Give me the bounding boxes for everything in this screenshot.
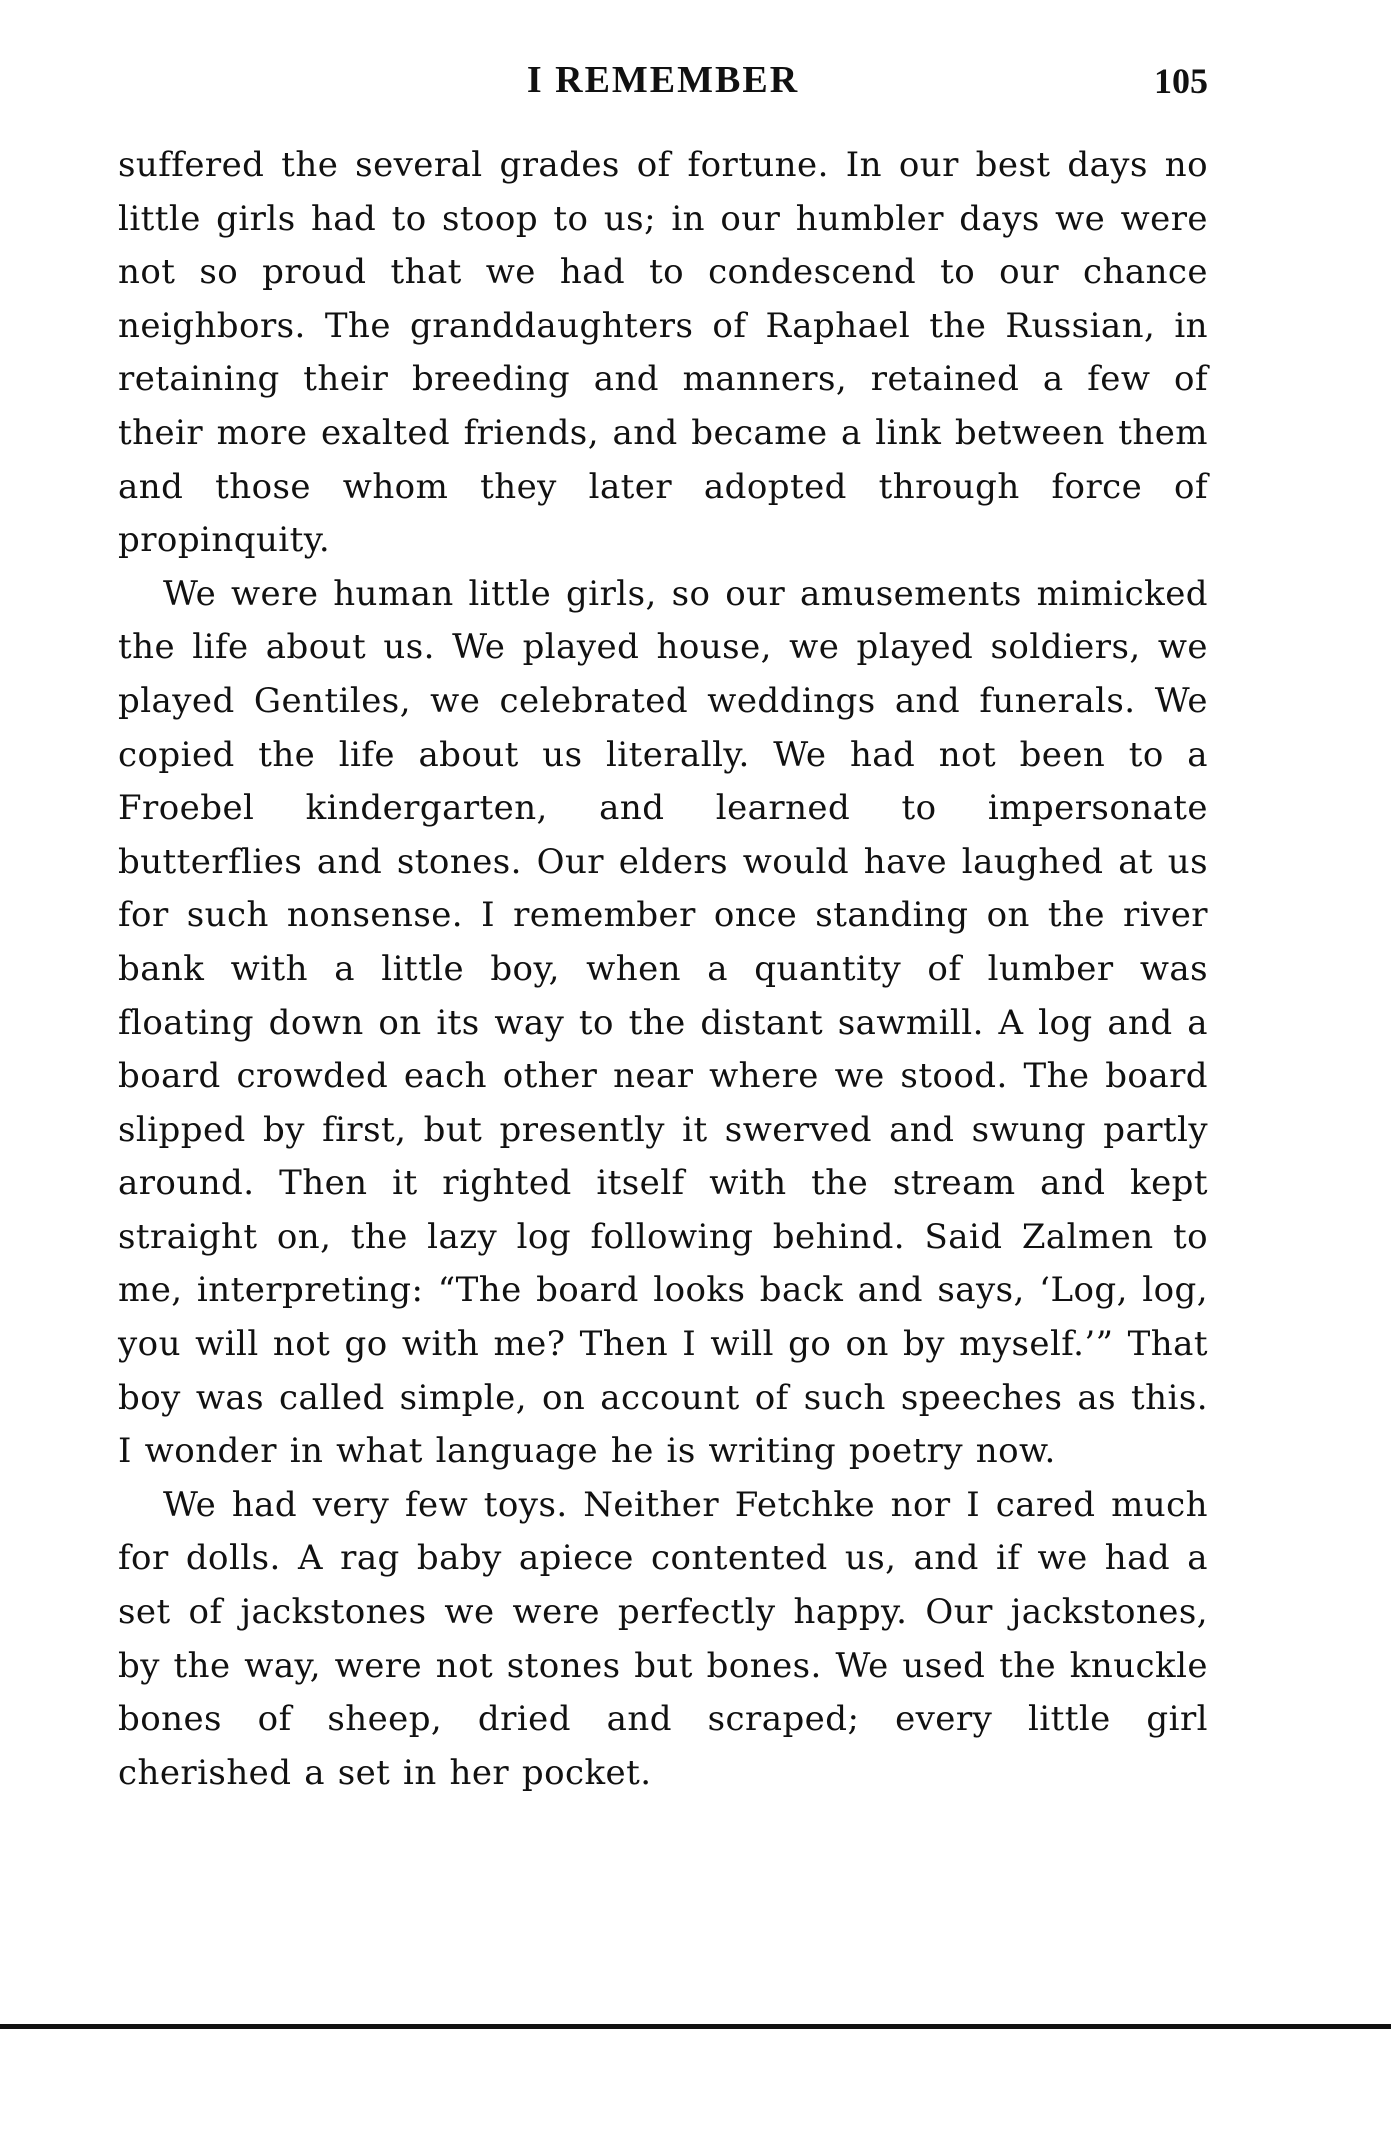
bottom-rule: [0, 2024, 1391, 2029]
paragraph-amusements: We were human little girls, so our amusements mimicked the life about us. We played house, we played soldiers, we played Gentiles, we celebrated weddings and funerals. We copied the life about us literally. We had not been to a Froebel kindergarten, and learned to impersonate butterflies and stones. Our elders would have laughed at us for such nonsense. I remember once standing on the river bank with a little boy, when a quantity of lumber was floating down on its way to the distant sawmill. A log and a board crowded each other near where we stood. The board slipped by first, but presently it swerved and swung partly around. Then it righted itself with the stream and kept straight on, the lazy log following behind. Said Zalmen to me, interpreting: “The board looks back and says, ‘Log, log, you will not go with me? Then I will go on by myself.’” That boy was called simple, on account of such speeches as this. I wonder in what language he is writing poetry now.: [118, 573, 1208, 1472]
paragraph-continued: suffered the several grades of fortune. In our best days no little girls had to stoop to us; in our humbler days we were not so proud that we had to condescend to our chance neighbors. The granddaughters of Raphael the Russian, in retaining their breeding and manners, retained a few of their more exalted friends, and became a link between them and those whom they later adopted through force of propinquity.: [118, 145, 1208, 561]
body-text: [118, 139, 1208, 1800]
running-title: I REMEMBER: [526, 59, 800, 101]
paragraph-toys: We had very few toys. Neither Fetchke nor I cared much for dolls. A rag baby apiece contented us, and if we had a set of jackstones we were perfectly happy. Our jackstones, by the way, were not stones but bones. We used the knuckle bones of sheep, dried and scraped; every little girl cherished a set in her pocket.: [118, 1484, 1208, 1793]
page-number: 105: [1154, 61, 1208, 101]
running-head: [118, 58, 1208, 114]
